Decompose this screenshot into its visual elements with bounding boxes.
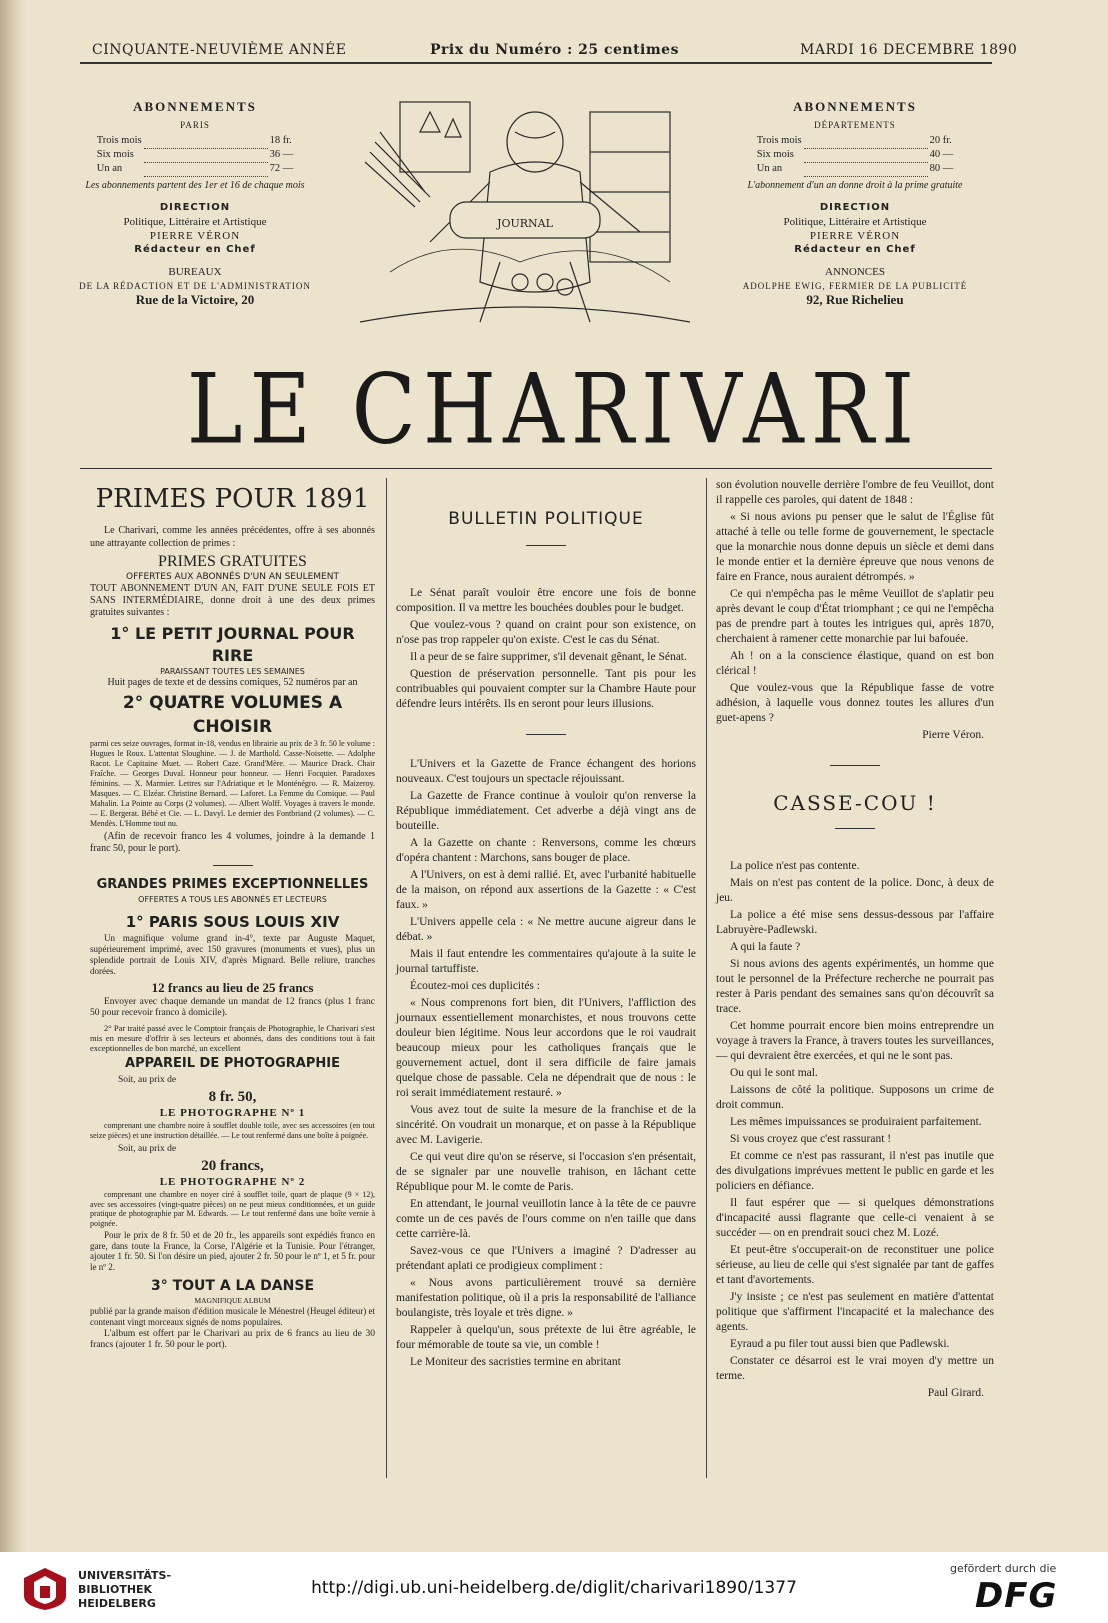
bulletin-divider [526,545,566,546]
casse-cou-divider [835,828,875,829]
rate-label: Trois mois [756,135,802,146]
casse-cou-para: Constater ce désarroi est le vrai moyen d'y mettre un terme. [716,1355,994,1382]
year-label: CINQUANTE-NEUVIÈME ANNÉE [92,42,347,58]
casse-cou-para: Et peut-être s'occuperait-on de reconstituer une police sérieuse, au lieu de celle qui s'est signalée par tant de gaffes et tant d'avortements. [716,1244,994,1286]
veuillot-para: Ce qui n'empêcha pas le même Veuillot de s'aplatir peu après devant le coup d'État triomphant ; ce qui ne l'empêcha pas de prendre part à toutes les intrigues qui, après 1870, cherchaient à ramener cette monarchie par lui bafouée. [716,588,994,645]
casse-cou-para: Si nous avions des agents expérimentés, un homme que tout le personnel de la Préfecture recherche ne pourrait pas rester à Paris pendant des semaines sans qu'on découvrît sa trace. [716,958,994,1015]
rate-price: 20 fr. [929,135,952,146]
right-direction-desc: Politique, Littéraire et Artistique [783,215,927,228]
veuillot-para: Que voulez-vous que la République fasse de votre adhésion, à laquelle vous donnez toutes les allures d'un guet-apens ? [716,682,994,724]
left-director-role: Rédacteur en Chef [134,243,256,255]
rate-label: Six mois [756,149,794,160]
left-box-note: Les abonnements partent des 1er et 16 de chaque mois [85,179,305,191]
bulletin-para: Savez-vous ce que l'Univers a imaginé ? D'adresser au prétendant aplati ce prodigieux compliment : [396,1245,696,1272]
bulletin-title: BULLETIN POLITIQUE [448,509,644,529]
prime1-sub: PARAISSANT TOUTES LES SEMAINES [160,667,305,676]
grandes-primes-title: GRANDES PRIMES EXCEPTIONNELLES [96,877,369,892]
primes-column [90,478,375,1353]
right-subscription-box [735,100,975,307]
primes-gratuites-sub: OFFERTES AUX ABONNÉS D'UN AN SEULEMENT [126,572,339,582]
funded-by-label: gefördert durch die [950,1562,1057,1575]
casse-cou-para: Laissons de côté la politique. Supposons un crime de droit commun. [716,1084,994,1111]
danse-price: L'album est offert par le Charivari au prix de 6 francs au lieu de 30 francs (ajouter 1 fr. 50 pour le port). [90,1329,375,1350]
danse-text: publié par la grande maison d'édition musicale le Ménestrel (Heugel éditeur) et contenant vingt morceaux signés de noms populaires. [90,1306,375,1327]
library-line: HEIDELBERG [78,1597,156,1610]
bulletin-para: « Nous comprenons fort bien, dit l'Univers, l'affliction des journaux essentiellement monarchistes, et nous trouvons cette douleur bien légitime. Nous leur accordons que le roi vaudrait beaucoup mieux pour les catholiques français que le gouvernement actuel, dont il sera difficile de faire jamais quelque chose de passable. Cela ne dépendrait que de nous : le roi serait immédiatement restauré. » [396,997,696,1099]
casse-cou-para: Les mêmes impuissances se produiraient parfaitement. [730,1116,982,1128]
right-rates-table [755,134,955,177]
left-subscription-box [75,100,315,307]
primes-gratuites-heading: PRIMES GRATUITES [158,553,307,570]
photo1-soit: Soit, au prix de [118,1075,177,1085]
appareil-title: APPAREIL DE PHOTOGRAPHIE [125,1056,340,1071]
primes-gratuites-text: TOUT ABONNEMENT D'UN AN, FAIT D'UNE SEULE FOIS ET SANS INTERMÉDIAIRE, donne droit à une des deux primes gratuites suivantes : [90,583,375,618]
bulletin-para: Le Moniteur des sacristies termine en abritant [410,1356,621,1368]
rate-price: 72 — [269,163,294,174]
rate-row [755,148,955,162]
casse-cou-para: Ou qui le sont mal. [730,1067,818,1079]
rate-price: 18 fr. [269,135,292,146]
dfg-logo: DFG [975,1576,1058,1616]
bulletin-para: Il a peur de se faire supprimer, s'il devenait gênant, le Sénat. [410,651,687,663]
annonces-desc: ADOLPHE EWIG, FERMIER DE LA PUBLICITÉ [742,280,968,291]
bulletin-para: La Gazette de France continue à vouloir qu'on renverse la République immédiatement. Cet adverbe a déjà vingt ans de bouteille. [396,790,696,832]
rate-label: Un an [756,163,783,174]
bulletin-para: Vous avez tout de suite la mesure de la franchise et de la sincérité. On voudrait un monarque, et on passe à la République avec M. Lavigerie. [396,1104,696,1146]
masthead-rule [80,468,992,469]
casse-cou-para: A qui la faute ? [730,941,801,953]
veuillot-para: son évolution nouvelle derrière l'ombre de feu Veuillot, dont il rappelle ces paroles, qui datent de 1848 : [716,479,994,506]
primes-title: PRIMES POUR 1891 [95,484,370,514]
photo2-title: LE PHOTOGRAPHE Nº 2 [159,1176,306,1188]
bulletin-para: Le Sénat paraît vouloir être encore une fois de bonne composition. Il va mettre les bouchées doubles pour le budget. [396,587,696,614]
left-address: Rue de la Victoire, 20 [135,291,255,307]
bulletin-para: « Nous avons particulièrement trouvé sa dernière manifestation politique, où il a pris la responsabilité de l'alliance boulangiste, très loyale et très digne. » [396,1277,696,1319]
rate-price: 40 — [929,149,954,160]
rate-label: Six mois [96,149,134,160]
library-line: BIBLIOTHEK [78,1583,153,1596]
digitization-footer [0,1552,1108,1623]
permalink-url[interactable]: http://digi.ub.uni-heidelberg.de/diglit/charivari1890/1377 [311,1578,797,1598]
right-director: PIERRE VÉRON [809,229,901,242]
photo2-text: comprenant une chambre en noyer ciré à soufflet toile, quart de plaque (9 × 12), avec ses accessoires (vingt-quatre pièces) on ne peut mieux conditionnées, et un guide pratique de photographie par M. Edwards. — Le tout renfermé dans une boîte vernie à poignée. [90,1190,375,1228]
paris-louis-order: Envoyer avec chaque demande un mandat de 12 francs (plus 1 franc 50 pour recevoir franco à domicile). [90,997,375,1018]
grandes-primes-sub: OFFERTES A TOUS LES ABONNÉS ET LECTEURS [138,895,327,904]
rate-label: Trois mois [96,135,142,146]
casse-cou-para: La police a été mise sens dessus-dessous par l'affaire Labruyère-Padlewski. [716,909,994,936]
rate-label: Un an [96,163,123,174]
paris-louis-text: Un magnifique volume grand in-4°, texte par Auguste Maquet, supérieurement imprimé, avec 150 gravures (monuments et vues), plus un splendide portrait de Louis XIV, d'après Mignard. Belle reliure, tranches dorées. [90,933,375,976]
right-direction-title: DIRECTION [819,201,891,213]
casse-cou-para: Mais on n'est pas content de la police. Donc, à deux de jeu. [716,877,994,904]
casse-cou-para: Si vous croyez que c'est rassurant ! [730,1133,892,1145]
casse-cou-para: Cet homme pourrait encore bien moins entreprendre un voyage à travers la France, à travers toutes les surveillances, — qui devraient être exercées, et qui ne le sont pas. [716,1020,994,1062]
right-box-region: DÉPARTEMENTS [814,120,896,130]
rate-row [95,162,295,176]
casse-cou-para: Et comme ce n'est pas rassurant, il n'est pas inutile que des divulgations imprévues mettent le public en garde et les policiers en défiance. [716,1150,994,1192]
page-binding-shadow [0,0,26,1552]
library-line: UNIVERSITÄTS- [78,1569,172,1582]
left-director: PIERRE VÉRON [149,229,241,242]
bureaux-title: BUREAUX [168,265,222,278]
casse-cou-para: Eyraud a pu filer tout aussi bien que Padlewski. [730,1338,950,1350]
prime1-title: 1° LE PETIT JOURNAL POUR RIRE [110,624,355,665]
rate-row [755,162,955,176]
masthead-title: LE CHARIVARI [186,352,922,466]
signature-veron: Pierre Véron. [922,729,984,741]
right-box-title: ABONNEMENTS [793,99,917,114]
prime2-text: parmi ces seize ouvrages, format in-18, vendus en librairie au prix de 3 fr. 50 le volume : Hugues le Roux. L'attentat Sloughine. — J. de Marthold. Casse-Noisette. — Adolphe Racot. Le Capitaine Muet. — Robert Caze. Grand'Mère. — Maurice Drack. Chair Fraîche. — Georges Duval. Honneur pour honneur. — Henri Focquier. Paradoxes féminins. — X. Marmier. Lettres sur l'Adriatique et le Monténégro. — R. Maizeroy. Masques. — C. Elzéar. Christine Bernard. — Laforet. La Femme du Comique. — Paul Mahalin. La Pointe au Corps (2 volumes). — Albert Wolff. Voyages à travers le monde. — E. Bergerat. Bébé et Cie. — L. Davyl. Le dernier des Fontbriand (2 volumes). — C. Mendès. L'Homme tout nu. [90,739,375,828]
left-direction-title: DIRECTION [159,201,231,213]
ornament-divider [830,765,880,766]
veuillot-para: Ah ! on a la conscience élastique, quand on est bon clérical ! [716,650,994,677]
bulletin-para: A la Gazette on chante : Renversons, comme les chœurs d'opéra chantent : Marchons, sans bouger de place. [396,837,696,864]
casse-cou-para: La police n'est pas contente. [730,860,860,872]
paris-louis-title: 1° PARIS SOUS LOUIS XIV [125,913,340,931]
vignette-banner-text: JOURNAL [497,217,553,230]
column-rule-2 [706,478,707,1478]
rate-row [95,148,295,162]
bulletin-column [396,478,696,1372]
column-rule-1 [386,478,387,1478]
danse-title: 3° TOUT A LA DANSE [150,1278,315,1294]
price-label: Prix du Numéro : 25 centimes [430,42,679,58]
prime2-title: 2° QUATRE VOLUMES A CHOISIR [122,693,343,737]
bulletin-para: A l'Univers, on est à demi rallié. Et, avec l'urbanité habituelle de la maison, on répond aux assertions de la Gazette : « C'est faux. » [396,869,696,911]
right-address: 92, Rue Richelieu [806,291,904,307]
bulletin-break [526,734,566,735]
prime1-text: Huit pages de texte et de dessins comiques, 52 numéros par an [107,677,358,688]
rate-row [755,134,955,148]
bulletin-para: L'Univers appelle cela : « Ne mettre aucune aigreur dans le débat. » [396,916,696,943]
casse-cou-para: Il faut espérer que — si quelques démonstrations d'incapacité aussi flagrante que celle-ci venaient à se succéder — on en prendrait souci chez M. Lozé. [716,1197,994,1239]
photo-shipping: Pour le prix de 8 fr. 50 et de 20 fr., les appareils sont expédiés franco en gare, dans toute la France, la Corse, l'Algérie et la Tunisie. Pour l'étranger, ajouter 1 fr. 50. Si l'on désire un pied, ajouter 2 fr. 50 pour le nº 1, et 5 fr. pour le nº 2. [90,1230,375,1272]
bulletin-para: Écoutez-moi ces duplicités : [410,980,540,992]
bulletin-para: Mais il faut entendre les commentaires qu'ajoute à la suite le journal tartuffiste. [396,948,696,975]
photo1-price: 8 fr. 50, [208,1089,257,1105]
left-box-title: ABONNEMENTS [133,99,257,114]
photo-intro: 2° Par traité passé avec le Comptoir français de Photographie, le Charivari s'est mis en mesure d'offrir à ses lecteurs et abonnés, dans des conditions tout à fait exceptionnelles de bon marché, un excellent [90,1023,375,1053]
right-box-note: L'abonnement d'un an donne droit à la prime gratuite [747,179,963,191]
primes-intro: Le Charivari, comme les années précédentes, offre à ses abonnés une attrayante collection de primes : [90,525,375,549]
rate-price: 36 — [269,149,294,160]
left-box-region: PARIS [180,120,210,130]
photo2-soit: Soit, au prix de [118,1144,177,1154]
paris-louis-price: 12 francs au lieu de 25 francs [151,980,314,995]
danse-sub: MAGNIFIQUE ALBUM [194,1296,271,1305]
header-rule [80,62,992,64]
bulletin-para: L'Univers et la Gazette de France échangent des horions nouveaux. C'est toujours un spectacle réjouissant. [396,758,696,785]
signature-girard: Paul Girard. [927,1387,984,1399]
bureaux-desc: DE LA RÉDACTION ET DE L'ADMINISTRATION [79,280,311,291]
bulletin-para: Rappeler à quelqu'un, sous prétexte de lui être agréable, le four mémorable de toute sa vie, un comble ! [396,1324,696,1351]
bulletin-para: Ce qui veut dire qu'on se réserve, si l'occasion s'en présentait, de se signaler par une nouvelle trahison, en lâchant cette République pour M. le comte de Paris. [396,1151,696,1193]
right-director-role: Rédacteur en Chef [794,243,916,255]
rate-price: 80 — [929,163,954,174]
bulletin-para: En attendant, le journal veuillotin lance à la tête de ce pauvre comte un de ces pavés de l'ours comme on n'en taille que dans cette carrière-là. [396,1198,696,1240]
masthead-vignette-illustration [360,92,690,332]
section-divider [213,865,253,866]
photo2-price: 20 francs, [201,1158,264,1174]
photo1-title: LE PHOTOGRAPHE Nº 1 [159,1107,306,1119]
bulletin-para: Que voulez-vous ? quand on craint pour son existence, on n'ose pas trop rappeler qu'on existe. C'est le cas du Sénat. [396,619,696,646]
issue-date: MARDI 16 DECEMBRE 1890 [800,42,1018,58]
photo1-text: comprenant une chambre noire à soufflet double toile, avec ses accessoires (en tout seize pièces) et une instruction détaillée. — Le tout renfermé dans une boîte à poignée. [90,1121,375,1140]
casse-cou-para: J'y insiste ; ce n'est pas seulement en matière d'attentat politique que s'affirment l'incapacité et la malechance des agents. [716,1291,994,1333]
casse-cou-column [716,478,994,1403]
bulletin-para: Question de préservation personnelle. Tant pis pour les contribuables qui pouvaient compter sur la Chambre Haute pour défendre leurs intérêts. Ils en seront pour leurs illusions. [396,668,696,710]
veuillot-para: « Si nous avions pu penser que le salut de l'Église fût attaché à telle ou telle forme de gouvernement, le spectacle que la monarchie nous donne depuis un siècle et demi dans le monde entier et la dernière épreuve que nous venons de faire en France, nous auraient détrompés. » [716,511,994,583]
annonces-title: ANNONCES [825,265,885,278]
rate-row [95,134,295,148]
left-rates-table [95,134,295,177]
casse-cou-title: CASSE-COU ! [773,791,937,815]
prime2-note: (Afin de recevoir franco les 4 volumes, joindre à la demande 1 franc 50, pour le port). [90,831,375,854]
left-direction-desc: Politique, Littéraire et Artistique [123,215,267,228]
